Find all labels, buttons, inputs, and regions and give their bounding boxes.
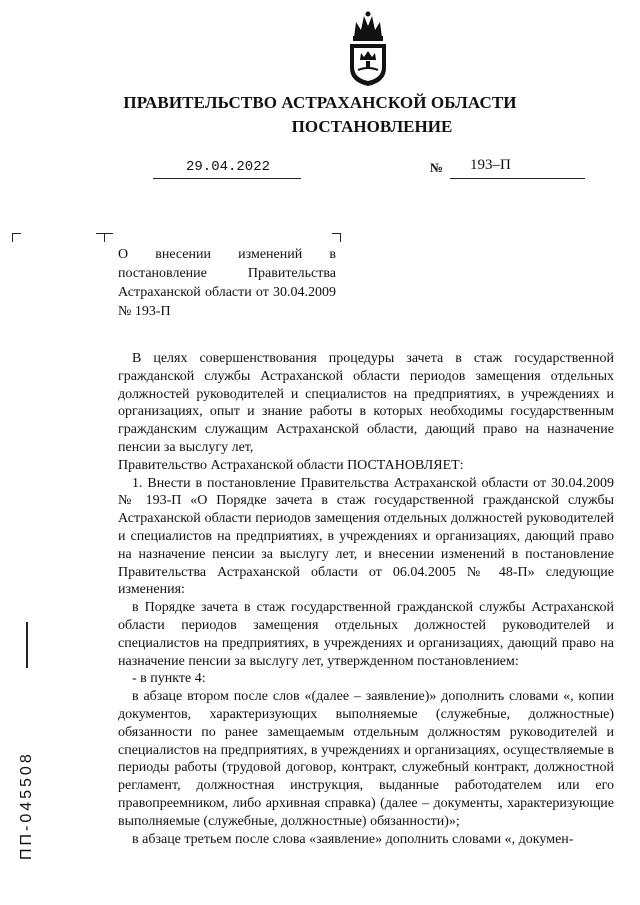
document-body xyxy=(118,350,614,848)
corner-mark-left xyxy=(12,233,21,242)
side-serial-code-text: ПП-045508 xyxy=(18,751,35,860)
paragraph-item-1: 1. Внести в постановление Правительства Астраханской области от 30.04.2009 № 193-П «О Порядке зачета в стаж государственной гражданской службы Астраханской области периодов замещения отдельных должностей руководителей и специалистов на предприятиях, в учреждениях и организациях, дающий право на назначение пенсии за выслугу лет, и внесении изменений в постановление Правительства Астраханской области от 06.04.2005 № 48-П» следующие изменения: xyxy=(118,475,614,598)
number-sign: № xyxy=(430,160,444,175)
corner-mark-subject-right xyxy=(332,233,341,242)
paragraph-order: в Порядке зачета в стаж государственной гражданской службы Астраханской области периодов замещения отдельных должностей руководителей и специалистов на предприятиях, в учреждениях и организациях, дающий право на назначение пенсии за выслугу лет, утвержденном постановлением: xyxy=(118,600,614,669)
date-underline xyxy=(153,178,301,179)
doc-type-title: ПОСТАНОВЛЕНИЕ xyxy=(291,117,453,136)
corner-mark-subject-left xyxy=(104,233,113,242)
coat-of-arms-emblem xyxy=(344,8,392,88)
document-date: 29.04.2022 xyxy=(186,159,271,175)
corner-mark-subject-left2 xyxy=(96,233,105,242)
document-subject: О внесении изменений в постановление Правительства Астраханской области от 30.04.2009 № 193-П xyxy=(118,247,336,319)
paragraph-decree: Правительство Астраханской области ПОСТАНОВЛЯЕТ: xyxy=(118,457,464,473)
document-number: 193–П xyxy=(470,157,511,173)
margin-line xyxy=(26,622,28,668)
paragraph-preamble: В целях совершенствования процедуры зачета в стаж государственной гражданской службы Астраханской области периодов замещения отдельных должностей руководителей и специалистов на предприятиях, в учреждениях и организациях, опыт и знание работы в которых необходимы государственным гражданским служащим Астраханской области, дающий право на назначение пенсии за выслугу лет, xyxy=(118,351,614,455)
paragraph-point-4: - в пункте 4: xyxy=(132,671,206,687)
paragraph-abzac-3: в абзаце третьем после слова «заявление» дополнить словами «, докумен- xyxy=(132,831,574,847)
paragraph-abzac-2: в абзаце втором после слов «(далее – заявление)» дополнить словами «, копии документов, характеризующих выполняемые (служебные, должностные) обязанности по ранее замещаемым отдельным должностям руководителей и специалистов на предприятиях, в учреждениях и организациях, осуществляемые в периоды работы (трудовой договор, контракт, служебный контракт, должностной регламент, должностная инструкция, выданные работодателем или его правопреемником, либо архивная справка) (далее – документы, характеризующие выполняемые (служебные, должностные) обязанности)»; xyxy=(118,689,614,829)
org-title: ПРАВИТЕЛЬСТВО АСТРАХАНСКОЙ ОБЛАСТИ xyxy=(123,93,517,112)
number-underline xyxy=(450,178,585,179)
